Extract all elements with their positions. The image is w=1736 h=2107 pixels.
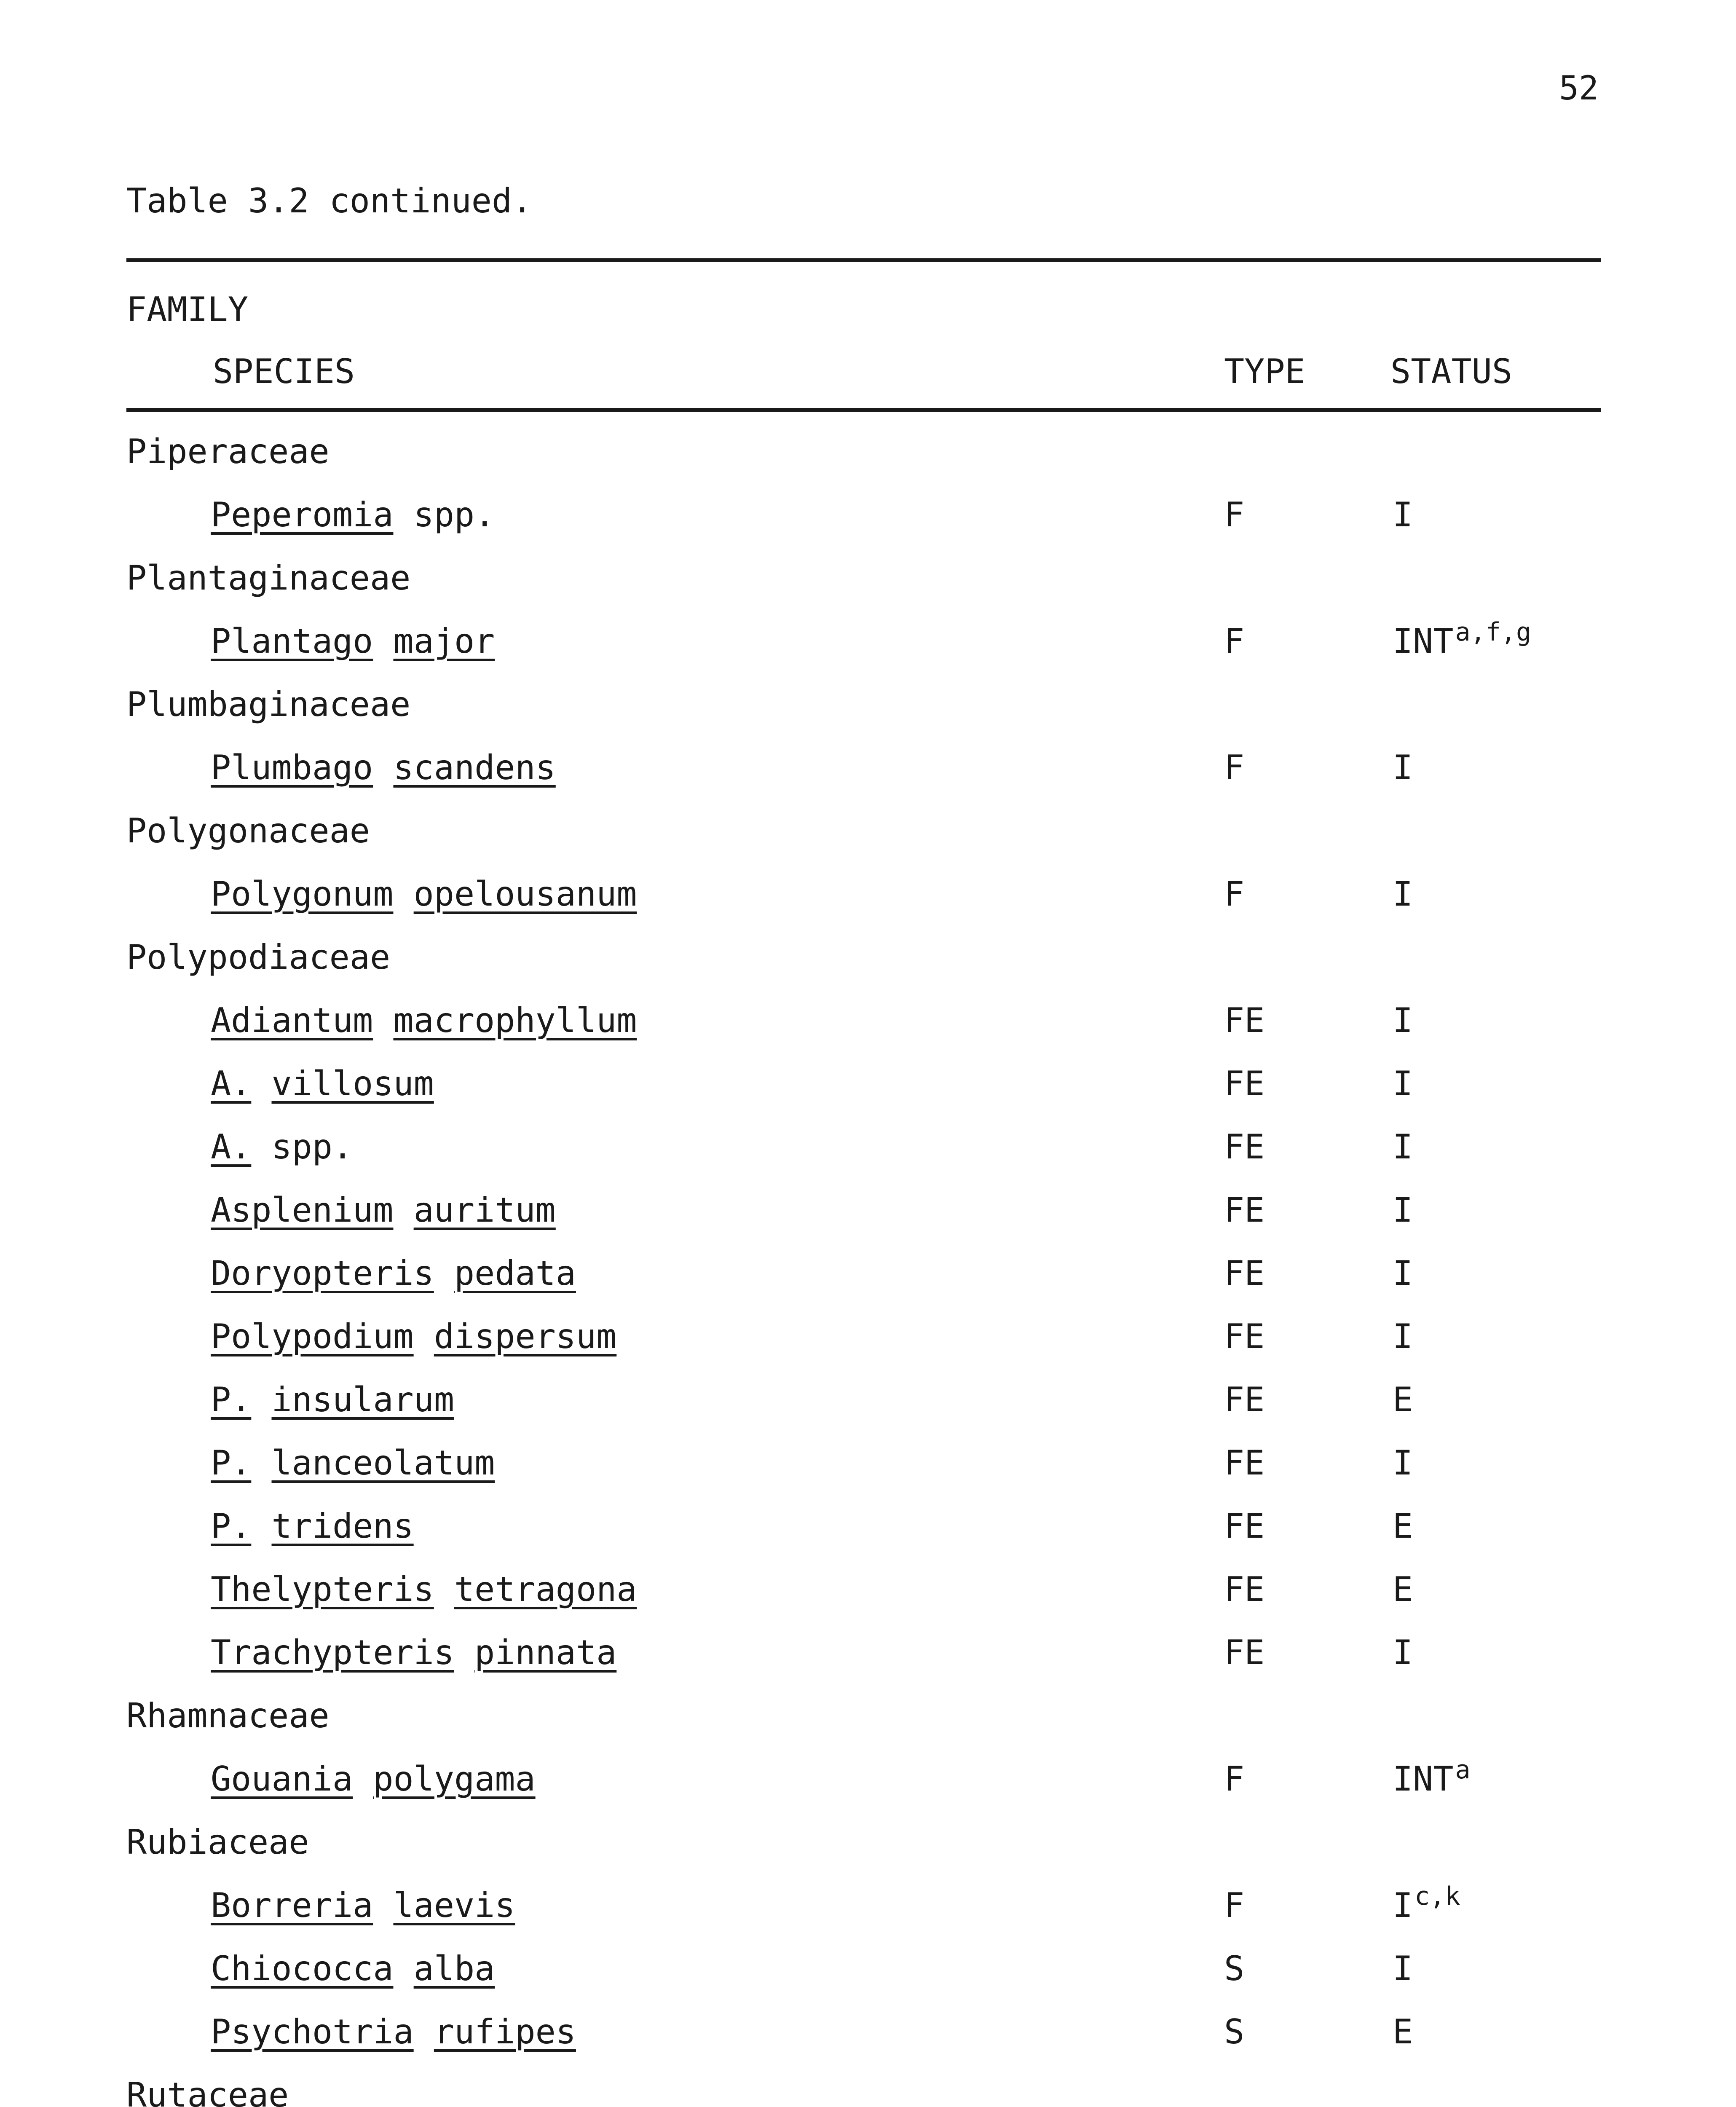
species-row bbox=[0, 1001, 1736, 1064]
species-name bbox=[211, 1127, 353, 1166]
status-cell bbox=[1393, 495, 1413, 534]
status-column-header: STATUS bbox=[1390, 352, 1512, 391]
page-number: 52 bbox=[1559, 70, 1599, 107]
status-cell bbox=[1393, 1190, 1413, 1230]
species-epithet: tridens bbox=[271, 1507, 414, 1546]
family-row bbox=[0, 685, 1736, 748]
species-epithet: opelousanum bbox=[413, 874, 637, 914]
species-row bbox=[0, 1949, 1736, 2012]
species-genus: Plumbago bbox=[211, 748, 373, 787]
status-value: E bbox=[1393, 1570, 1413, 1609]
family-row bbox=[0, 432, 1736, 495]
species-row bbox=[0, 1064, 1736, 1127]
status-value: I bbox=[1393, 748, 1413, 787]
status-footnote-marks: a,f,g bbox=[1455, 617, 1532, 647]
family-name: Rhamnaceae bbox=[126, 1696, 330, 1735]
status-cell bbox=[1393, 1443, 1413, 1482]
species-epithet: villosum bbox=[271, 1064, 434, 1103]
species-epithet: scandens bbox=[393, 748, 556, 787]
species-row bbox=[0, 1570, 1736, 1633]
species-genus: A. bbox=[211, 1127, 252, 1166]
status-cell bbox=[1393, 748, 1413, 787]
species-name bbox=[211, 1633, 616, 1672]
species-epithet: major bbox=[393, 622, 495, 661]
family-name: Plantaginaceae bbox=[126, 558, 411, 598]
status-value: INT bbox=[1393, 622, 1454, 661]
species-epithet: macrophyllum bbox=[393, 1001, 637, 1040]
type-cell: FE bbox=[1224, 1570, 1265, 1609]
status-value: I bbox=[1393, 1064, 1413, 1103]
type-cell: F bbox=[1224, 748, 1245, 787]
species-genus: Gouania bbox=[211, 1759, 353, 1799]
species-row bbox=[0, 748, 1736, 811]
species-row bbox=[0, 1443, 1736, 1507]
status-cell bbox=[1393, 1254, 1413, 1293]
status-value: E bbox=[1393, 1507, 1413, 1546]
species-name bbox=[211, 1443, 495, 1482]
status-value: I bbox=[1393, 495, 1413, 534]
species-row bbox=[0, 1380, 1736, 1443]
species-genus: P. bbox=[211, 1443, 252, 1482]
species-epithet: lanceolatum bbox=[271, 1443, 495, 1482]
status-value: I bbox=[1393, 1633, 1413, 1672]
species-name bbox=[211, 622, 495, 661]
type-cell: F bbox=[1224, 1886, 1245, 1925]
status-cell bbox=[1393, 1949, 1413, 1988]
family-row bbox=[0, 811, 1736, 874]
status-cell bbox=[1393, 874, 1413, 914]
type-cell: FE bbox=[1224, 1633, 1265, 1672]
status-cell bbox=[1393, 1380, 1413, 1419]
species-genus: P. bbox=[211, 1507, 252, 1546]
family-row bbox=[0, 1696, 1736, 1759]
species-genus: P. bbox=[211, 1380, 252, 1419]
status-value: I bbox=[1393, 1443, 1413, 1482]
species-genus: Polygonum bbox=[211, 874, 394, 914]
status-cell bbox=[1393, 1755, 1471, 1799]
species-genus: Psychotria bbox=[211, 2012, 414, 2051]
species-row bbox=[0, 2012, 1736, 2075]
type-cell: FE bbox=[1224, 1443, 1265, 1482]
status-cell bbox=[1393, 1064, 1413, 1103]
species-row bbox=[0, 1633, 1736, 1696]
status-value: I bbox=[1393, 1001, 1413, 1040]
species-epithet: polygama bbox=[373, 1759, 536, 1799]
family-name: Polypodiaceae bbox=[126, 938, 391, 977]
type-cell: FE bbox=[1224, 1064, 1265, 1103]
status-value: I bbox=[1393, 1254, 1413, 1293]
status-value: E bbox=[1393, 1380, 1413, 1419]
species-genus: Borreria bbox=[211, 1886, 373, 1925]
species-genus: Peperomia bbox=[211, 495, 394, 534]
species-name bbox=[211, 1886, 515, 1925]
species-epithet: pedata bbox=[454, 1254, 576, 1293]
species-epithet: tetragona bbox=[454, 1570, 637, 1609]
type-cell: F bbox=[1224, 1759, 1245, 1799]
species-genus: Chiococca bbox=[211, 1949, 394, 1988]
species-row bbox=[0, 874, 1736, 938]
status-footnote-marks: c,k bbox=[1415, 1882, 1460, 1911]
status-cell bbox=[1393, 1570, 1413, 1609]
species-name bbox=[211, 1064, 434, 1103]
type-cell: FE bbox=[1224, 1254, 1265, 1293]
type-cell: FE bbox=[1224, 1190, 1265, 1230]
species-name bbox=[211, 1949, 495, 1988]
status-value: I bbox=[1393, 1127, 1413, 1166]
table-body bbox=[0, 432, 1736, 2107]
family-row bbox=[0, 1823, 1736, 1886]
family-row bbox=[0, 2075, 1736, 2107]
status-cell bbox=[1393, 1633, 1413, 1672]
species-name bbox=[211, 1380, 454, 1419]
type-cell: FE bbox=[1224, 1001, 1265, 1040]
species-name bbox=[211, 1507, 414, 1546]
species-name bbox=[211, 495, 495, 534]
species-genus: Plantago bbox=[211, 622, 373, 661]
species-row bbox=[0, 1254, 1736, 1317]
species-name bbox=[211, 748, 556, 787]
status-cell bbox=[1393, 1882, 1460, 1925]
species-epithet: dispersum bbox=[434, 1317, 617, 1356]
status-footnote-marks: a bbox=[1455, 1755, 1471, 1785]
species-name bbox=[211, 874, 637, 914]
family-name: Rutaceae bbox=[126, 2075, 289, 2107]
species-row bbox=[0, 617, 1736, 685]
species-name bbox=[211, 1759, 536, 1799]
species-column-header: SPECIES bbox=[213, 352, 355, 391]
species-row bbox=[0, 1190, 1736, 1254]
species-suffix: spp. bbox=[413, 495, 495, 534]
type-cell: F bbox=[1224, 874, 1245, 914]
family-name: Piperaceae bbox=[126, 432, 330, 471]
type-cell: FE bbox=[1224, 1127, 1265, 1166]
species-row bbox=[0, 1507, 1736, 1570]
species-genus: Adiantum bbox=[211, 1001, 373, 1040]
species-name bbox=[211, 1317, 616, 1356]
family-name: Polygonaceae bbox=[126, 811, 370, 850]
family-name: Rubiaceae bbox=[126, 1823, 309, 1862]
type-cell: F bbox=[1224, 622, 1245, 661]
family-name: Plumbaginaceae bbox=[126, 685, 411, 724]
species-epithet: laevis bbox=[393, 1886, 515, 1925]
species-genus: Trachypteris bbox=[211, 1633, 454, 1672]
status-value: I bbox=[1393, 1886, 1413, 1925]
species-epithet: insularum bbox=[271, 1380, 454, 1419]
type-cell: F bbox=[1224, 495, 1245, 534]
species-name bbox=[211, 1570, 637, 1609]
species-name bbox=[211, 1190, 556, 1230]
family-row bbox=[0, 558, 1736, 622]
species-name bbox=[211, 1001, 637, 1040]
status-value: I bbox=[1393, 1190, 1413, 1230]
status-value: E bbox=[1393, 2012, 1413, 2051]
species-row bbox=[0, 495, 1736, 558]
species-epithet: rufipes bbox=[434, 2012, 576, 2051]
species-row bbox=[0, 1317, 1736, 1380]
type-cell: FE bbox=[1224, 1317, 1265, 1356]
top-rule bbox=[126, 258, 1601, 262]
status-cell bbox=[1393, 1127, 1413, 1166]
species-row bbox=[0, 1755, 1736, 1823]
status-cell bbox=[1393, 1507, 1413, 1546]
status-cell bbox=[1393, 2012, 1413, 2051]
species-genus: Doryopteris bbox=[211, 1254, 434, 1293]
species-genus: Polypodium bbox=[211, 1317, 414, 1356]
type-cell: FE bbox=[1224, 1507, 1265, 1546]
species-name bbox=[211, 1254, 576, 1293]
species-genus: A. bbox=[211, 1064, 252, 1103]
species-epithet: auritum bbox=[413, 1190, 556, 1230]
type-cell: S bbox=[1224, 2012, 1245, 2051]
family-column-header: FAMILY bbox=[126, 290, 248, 329]
type-cell: S bbox=[1224, 1949, 1245, 1988]
status-cell bbox=[1393, 1317, 1413, 1356]
family-row bbox=[0, 938, 1736, 1001]
table-caption: Table 3.2 continued. bbox=[126, 181, 533, 220]
header-rule bbox=[126, 408, 1601, 412]
species-row bbox=[0, 1882, 1736, 1949]
status-cell bbox=[1393, 617, 1532, 661]
status-value: INT bbox=[1393, 1759, 1454, 1799]
type-cell: FE bbox=[1224, 1380, 1265, 1419]
species-genus: Thelypteris bbox=[211, 1570, 434, 1609]
species-genus: Asplenium bbox=[211, 1190, 394, 1230]
status-value: I bbox=[1393, 874, 1413, 914]
species-name bbox=[211, 2012, 576, 2051]
status-cell bbox=[1393, 1001, 1413, 1040]
type-column-header: TYPE bbox=[1224, 352, 1305, 391]
species-epithet: pinnata bbox=[474, 1633, 617, 1672]
species-row bbox=[0, 1127, 1736, 1190]
status-value: I bbox=[1393, 1317, 1413, 1356]
species-suffix: spp. bbox=[271, 1127, 353, 1166]
species-epithet: alba bbox=[413, 1949, 495, 1988]
status-value: I bbox=[1393, 1949, 1413, 1988]
